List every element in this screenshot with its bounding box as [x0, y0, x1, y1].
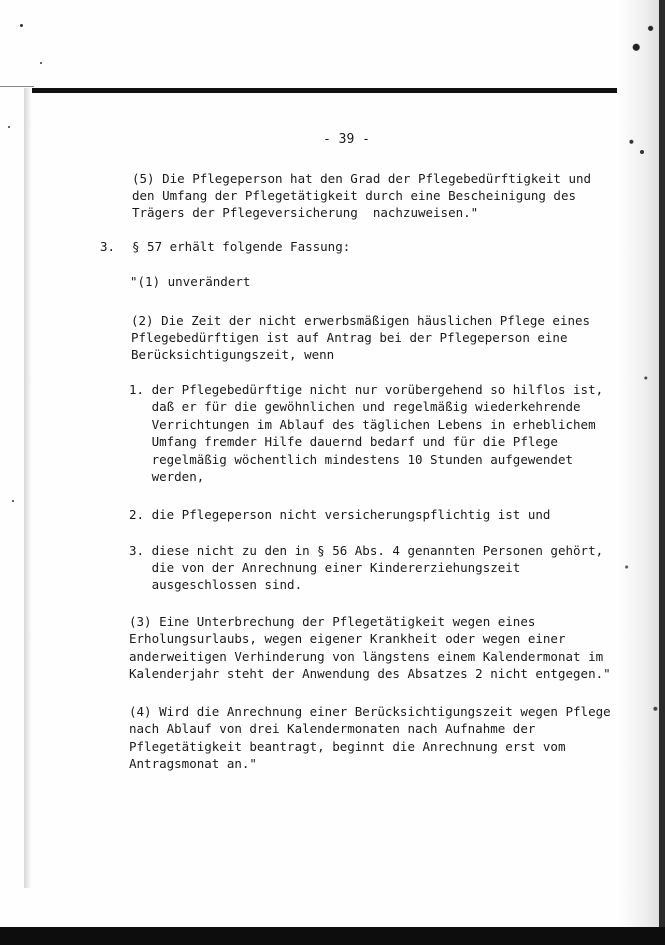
subsection-3-line: (3) Eine Unterbrechung der Pflegetätigkeit wegen eines — [129, 614, 536, 629]
scan-right-edge — [659, 0, 665, 945]
subsection-4-line: Pflegetätigkeit beantragt, beginnt die Anrechnung erst vom — [129, 739, 566, 754]
subsection-3-line: Erholungsurlaubs, wegen eigener Krankheit oder wegen einer — [129, 631, 566, 646]
subsection-3-line: anderweitigen Verhinderung von längstens einem Kalendermonat im — [129, 649, 604, 664]
subsection-1: "(1) unverändert — [130, 274, 251, 289]
list-item-1-line: regelmäßig wöchentlich mindestens 10 Stunden aufgewendet — [129, 452, 574, 467]
scan-speck — [640, 150, 644, 154]
scan-speck — [40, 62, 42, 64]
scan-speck — [12, 500, 14, 502]
scan-left-shade — [24, 88, 32, 888]
paragraph-5-line: Trägers der Pflegeversicherung nachzuweisen." — [132, 205, 479, 220]
list-item-1-line: Verrichtungen im Ablauf des täglichen Lebens in erheblichem — [129, 417, 596, 432]
subsection-4-line: (4) Wird die Anrechnung einer Berücksichtigungszeit wegen Pflege — [129, 704, 611, 719]
scan-top-edge — [30, 88, 635, 93]
list-item-1-line: werden, — [129, 469, 205, 484]
list-item-1-line: daß er für die gewöhnlichen und regelmäßig wiederkehrende — [129, 399, 581, 414]
scan-bottom-edge — [0, 927, 665, 945]
item-3-heading: § 57 erhält folgende Fassung: — [132, 239, 351, 254]
subsection-2-line: Berücksichtigungszeit, wenn — [131, 347, 335, 362]
page-number: - 39 - — [323, 132, 370, 147]
scan-edge-thin — [0, 86, 34, 87]
subsection-3-line: Kalenderjahr steht der Anwendung des Absatzes 2 nicht entgegen." — [129, 666, 611, 681]
list-item-3-line: ausgeschlossen sind. — [129, 577, 303, 592]
subsection-4-line: nach Ablauf von drei Kalendermonaten nach Aufnahme der — [129, 721, 536, 736]
subsection-4-line: Antragsmonat an." — [129, 756, 257, 771]
subsection-2-line: Pflegebedürftigen ist auf Antrag bei der Pflegeperson eine — [131, 330, 568, 345]
scan-speck — [20, 24, 23, 27]
scan-right-noise — [617, 0, 665, 945]
list-item-1-line: 1. der Pflegebedürftige nicht nur vorübergehend so hilflos ist, — [129, 382, 604, 397]
list-item-3-line: die von der Anrechnung einer Kindererziehungszeit — [129, 560, 521, 575]
list-item-3-line: 3. diese nicht zu den in § 56 Abs. 4 genannten Personen gehört, — [129, 543, 604, 558]
paragraph-5-line: (5) Die Pflegeperson hat den Grad der Pflegebedürftigkeit und — [132, 171, 592, 186]
list-item-1-line: Umfang fremder Hilfe dauernd bedarf und für die Pflege — [129, 434, 558, 449]
subsection-2-line: (2) Die Zeit der nicht erwerbsmäßigen häuslichen Pflege eines — [131, 313, 591, 328]
list-item-2: 2. die Pflegeperson nicht versicherungspflichtig ist und — [129, 507, 551, 522]
paragraph-5-line: den Umfang der Pflegetätigkeit durch eine Bescheinigung des — [132, 188, 577, 203]
item-3-marker: 3. — [100, 239, 116, 254]
scan-speck — [8, 126, 10, 128]
